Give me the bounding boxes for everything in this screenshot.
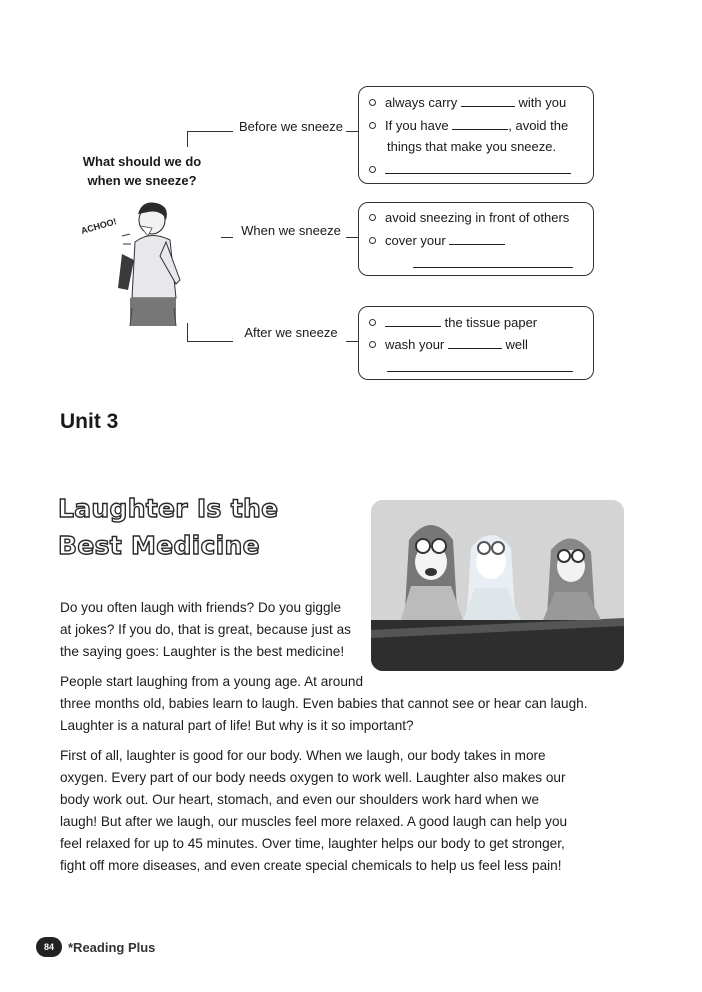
bracket-top — [187, 131, 233, 132]
paragraph-3: First of all, laughter is good for our body. When we laugh, our body takes in more oxygen. Every part of our body needs oxygen to work well. Laughter also makes our body work out. Our heart, stomach, and even our shoulders work hard when we laugh! But after we laugh, our muscles feel more relaxed. A good laugh can help you feel relaxed for up to 45 minutes. Over time, laughter helps our body to get stronger, fight off more diseases, and even create special chemicals to help us feel less pain! — [60, 748, 568, 873]
laughing-girls-photo — [371, 500, 624, 671]
list-item: cover your — [369, 232, 505, 249]
blank-field[interactable] — [452, 117, 508, 130]
bullet-icon — [369, 214, 376, 221]
blank-field[interactable] — [387, 359, 573, 372]
article-title: Laughter Is the Best Medicine — [58, 494, 279, 560]
list-item — [369, 161, 571, 178]
list-item: always carry with you — [369, 94, 566, 111]
stage-after-label: After we sneeze — [244, 325, 338, 340]
before-sneeze-box — [358, 86, 594, 184]
paragraph-2: People start laughing from a young age. At around three months old, babies learn to laugh. Even babies that cannot see or hear can laugh. Laughter is a natural part of life! But why is it so important? — [60, 674, 588, 733]
stage-before-label: Before we sneeze — [238, 119, 344, 134]
bracket-bottom — [187, 341, 233, 342]
bullet-icon — [369, 99, 376, 106]
list-item: avoid sneezing in front of others — [369, 210, 569, 226]
connector-when — [346, 237, 358, 238]
blank-field[interactable] — [448, 336, 502, 349]
bullet-icon — [369, 122, 376, 129]
bullet-icon — [369, 319, 376, 326]
list-item-continuation: things that make you sneeze. — [387, 139, 557, 154]
list-item: wash your well — [369, 336, 528, 353]
list-item: If you have , avoid the — [369, 117, 568, 134]
list-item-continuation — [387, 255, 573, 272]
achoo-text: ACHOO! — [80, 216, 118, 236]
bracket-top-tick — [187, 131, 188, 147]
when-sneeze-box — [358, 202, 594, 276]
bullet-icon — [369, 341, 376, 348]
list-item: the tissue paper — [369, 314, 537, 331]
blank-field[interactable] — [385, 314, 441, 327]
connector-after — [346, 341, 358, 342]
blank-field[interactable] — [461, 94, 515, 107]
mindmap-question: What should we do when we sneeze? — [82, 154, 202, 188]
list-item-continuation — [387, 359, 573, 376]
book-title: *Reading Plus — [68, 940, 156, 955]
stage-when-label: When we sneeze — [241, 223, 341, 238]
bullet-icon — [369, 237, 376, 244]
after-sneeze-box — [358, 306, 594, 380]
intro-paragraph: Do you often laugh with friends? Do you giggle at jokes? If you do, that is great, because just as the saying goes: Laughter is the best medicine! — [60, 600, 351, 659]
page-number-badge: 84 — [36, 937, 62, 957]
unit-label: Unit 3 — [60, 410, 119, 433]
bracket-mid — [221, 237, 233, 238]
blank-field[interactable] — [385, 161, 571, 174]
connector-before — [346, 131, 358, 132]
blank-field[interactable] — [449, 232, 505, 245]
bullet-icon — [369, 166, 376, 173]
blank-field[interactable] — [413, 255, 573, 268]
sneezing-boy-illustration — [80, 198, 195, 328]
